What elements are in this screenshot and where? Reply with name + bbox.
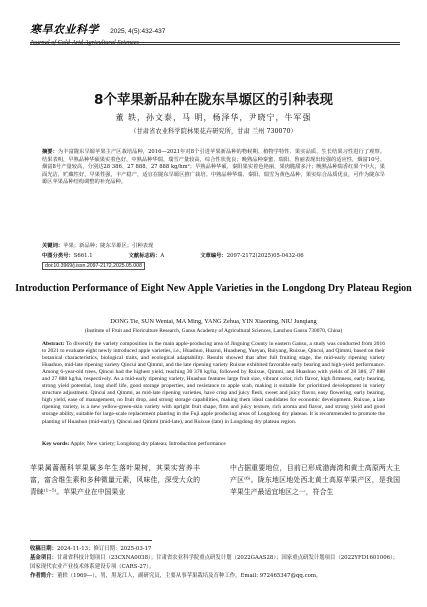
document-code: 文献标志码：A [128, 253, 165, 259]
journal-citation: 2025, 4(5):432-437 [110, 28, 166, 35]
doi-link[interactable]: doi:10.3969/j.issn.2097-2172.2025.05.008 [42, 262, 145, 270]
received-date: 收稿日期：2024-11-13；修订日期：2025-03-17 [30, 546, 152, 552]
clc-number: 中图分类号：S661.1 [42, 253, 93, 259]
keywords-cn-text: 苹果；新品种；陇东旱塬区；引种表现 [63, 243, 154, 249]
keywords-en-label: Key words: [42, 441, 70, 447]
body-text-right: 中占据重要地位，目前已形成渤海湾和黄土高原两大主产区⁽⁶⁾。陇东地区地处西北黄土高原苹果产区，是我国苹果生产最适宜地区之一，符合生 [230, 464, 400, 496]
abstract-cn [42, 149, 385, 187]
footnotes [30, 545, 400, 581]
article-title-en: Introduction Performance of Eight New Apple Varieties in the Longdong Dry Plateau Region [15, 283, 412, 294]
abstract-en-label: Abstract: [42, 341, 65, 347]
author-bio: 作者简介：董轶（1969—），男，黑龙江人，副研究员，主要从事苹果栽培及育种工作。Email: 972465347@qq.com。 [30, 573, 322, 579]
keywords-en [42, 441, 385, 447]
journal-title-cn: 寒旱农业科学 [30, 23, 99, 36]
keywords-cn-label: 关键词： [42, 243, 64, 249]
affiliation-en: (Institute of Fruit and Floriculture Research, Gansu Academy of Agricultural Sciences, Lanzhou Gansu 730070, China) [84, 328, 343, 334]
body-text-left: 苹果属蔷薇科苹果属多年生落叶果树，其果实营养丰富，富含维生素和多种微量元素，风味佳，深受大众的青睐⁽¹⁻⁵⁾。苹果产业在中国果业 [30, 464, 200, 496]
keywords-cn [42, 241, 385, 249]
footnote-rule [30, 540, 152, 541]
article-number: 文章编号：2097-2172(2025)05-0432-06 [200, 253, 304, 259]
abstract-en [42, 341, 385, 426]
header-rule [30, 42, 400, 43]
abstract-cn-text: 为丰富陇东旱塬苹果主产区栽培品种，2016—2021年对8个引进苹果新品种的物候期、植物学特性、果实品质、生长结果习性进行了观察。结果表明，早熟品种华硕果实着色好，中熟品种华瑞、瑞雪产量较高，综合性状优良；晚熟品种秦蜜、瑞阳、鲁丽表现出较强的适应性，烟富10号、烟富8号产量较高，分别达28 386、27 888、27 888 kg/hm²；早熟品种华硕、秦阳果实着色艳丽，果肉脆甜多汁；晚熟品种瑞香红果个中大，果面光洁，贮藏性好，早果性强，丰产稳产，适宜在陇东旱塬区推广栽培。中熟品种华瑞、秦阳、瑞雪为黄色品种，果实综合品质优良，可作为陇东旱塬区苹果品种结构调整的补充品种。 [42, 149, 386, 186]
journal-title-en: Journal of Cold-Arid Agricultural Sciences [30, 39, 140, 46]
header-rule-thin [30, 44, 400, 45]
authors-en: DONG Tie, SUN Wentai, MA Ming, YANG Zehua, YIN Xiaoning, NIU Junqiang [110, 318, 317, 325]
affiliation-cn: （甘肃省农业科学院林果花卉研究所，甘肃 兰州 730070） [130, 128, 297, 135]
article-title-cn: 8个苹果新品种在陇东旱塬区的引种表现 [94, 92, 333, 108]
abstract-en-text: To diversify the variety composition in the main apple-producing area of Jingning County in eastern Gansu, a study was conducted from 2016 to 2021 to evaluate eight newly introduced apple varieties, i.e., Huashuo, Huarui, Huasheng, Yueyan, Ruiyang, Ruixue, Qincui, and Qimmi, based on their botanical characteristics, biological traits, and ecological adaptability. Results showed that after full fruiting stage, the mid-early ripening variety Huashuo, mid-late ripening variety Qincui and Qimmi, and the late ripening variety Ruixue exhibited favorable early bearing and high-yield performance. Among 6-year-old trees, Qincui had the highest yield, reaching 30 378 kg/ha, followed by Ruixue, Qimmi, and Huashuo with yields of 28 386, 27 888 and 27 888 kg/ha, respectively. As a mid-early ripening variety, Huashuo features large fruit size, vibrant color, rich flavor, high firmness, early bearing, strong yield potential, long shelf life, good storage properties, and resistance to apple scab, making it suitable for prioritized development in variety structure adjustment. Qincui and Qimmi, as mid-late ripening varieties, have crisp and juicy flesh, sweet and juicy flavor, easy flowering, early bearing, high yield, ease of management, no fruit drop, and strong storage capabilities, making them ideal candidates for economic development. Ruixue, a late ripening variety, is a new yellow-green-skin variety with upright fruit shape, firm and juicy texture, rich aroma and flavor, and strong yield and good storage ability, suitable for large-scale replacement planting in the Fuji apple producing areas of Longdong dry plateau. It is recommended to promote the planting of Huashuo (mid-early), Qincui and Qimmi (mid-late), and Ruixue (late) in Longdong dry plateau region. [42, 341, 385, 425]
fund-info: 基金项目：甘肃省科技计划项目（23CXNA0038）；甘肃省农业科学院重点研发计划（2022GAAS28）；国家重点研发计划项目（2022YFD1601006）；国家现代农业产业技术体系建设专项（CARS-27）。 [30, 555, 399, 570]
abstract-cn-label: 摘要： [42, 149, 58, 155]
keywords-en-text: Apple; New variety; Longdong dry plateau; Introduction performance [70, 441, 226, 447]
authors-cn: 董 轶，孙文泰，马 明，杨泽华，尹晓宁，牛军强 [115, 113, 312, 122]
classification-row [42, 251, 385, 259]
